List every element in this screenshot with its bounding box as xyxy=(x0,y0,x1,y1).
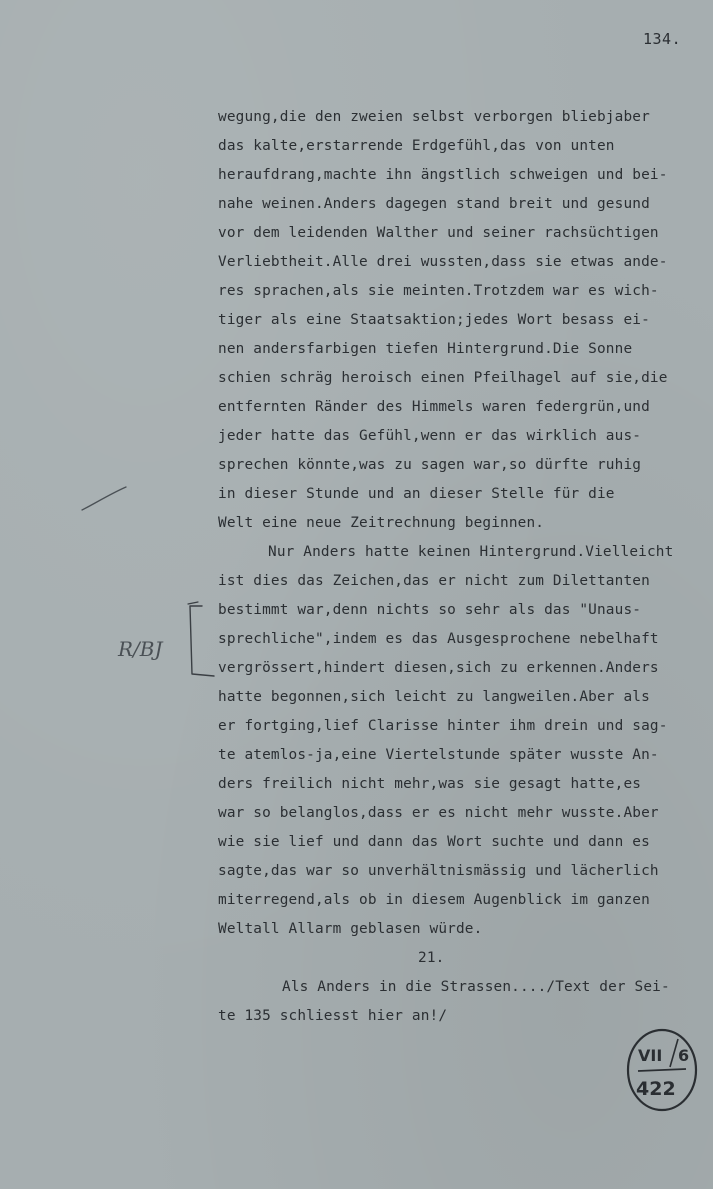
text-line: sprechliche",indem es das Ausgesprochene nebelhaft xyxy=(218,631,659,647)
margin-bracket-mark xyxy=(180,600,220,680)
text-line: ist dies das Zeichen,das er nicht zum Dilettanten xyxy=(218,573,650,589)
text-line: nen andersfarbigen tiefen Hintergrund.Die Sonne xyxy=(218,341,633,357)
text-line: sprechen könnte,was zu sagen war,so dürfte ruhig xyxy=(218,457,642,473)
text-line: das kalte,erstarrende Erdgefühl,das von unten xyxy=(218,138,615,154)
svg-text:R/BJ: R/BJ xyxy=(118,637,163,661)
text-line: wegung,die den zweien selbst verborgen bliebjaber xyxy=(218,109,650,125)
text-line: wie sie lief und dann das Wort suchte und dann es xyxy=(218,834,650,850)
chapter-number: 21. xyxy=(418,950,445,966)
text-line: jeder hatte das Gefühl,wenn er das wirklich aus- xyxy=(218,428,642,444)
svg-text:6: 6 xyxy=(678,1046,690,1065)
paragraph-start-line: Nur Anders hatte keinen Hintergrund.Vielleicht xyxy=(268,544,674,560)
svg-text:422: 422 xyxy=(636,1078,676,1100)
margin-note-handwritten xyxy=(116,628,176,668)
text-line: tiger als eine Staatsaktion;jedes Wort besass ei- xyxy=(218,312,650,328)
text-line: te atemlos-ja,eine Viertelstunde später wusste An- xyxy=(218,747,659,763)
paragraph-start-line: Als Anders in die Strassen..../Text der Sei- xyxy=(282,979,670,995)
text-line: ders freilich nicht mehr,was sie gesagt hatte,es xyxy=(218,776,642,792)
text-line: res sprachen,als sie meinten.Trotzdem war es wich- xyxy=(218,283,659,299)
text-line: war so belanglos,dass er es nicht mehr wusste.Aber xyxy=(218,805,659,821)
text-line: Verliebtheit.Alle drei wussten,dass sie etwas ande- xyxy=(218,254,668,270)
text-line: heraufdrang,machte ihn ängstlich schweigen und bei- xyxy=(218,167,668,183)
text-line: bestimmt war,denn nichts so sehr als das "Unaus- xyxy=(218,602,642,618)
text-line: Weltall Allarm geblasen würde. xyxy=(218,921,483,937)
typescript-body xyxy=(218,103,688,1031)
text-line: Welt eine neue Zeitrechnung beginnen. xyxy=(218,515,545,531)
text-line: in dieser Stunde und an dieser Stelle für die xyxy=(218,486,615,502)
page-number: 134. xyxy=(643,30,682,48)
text-line: sagte,das war so unverhältnismässig und lächerlich xyxy=(218,863,659,879)
svg-text:VII: VII xyxy=(638,1046,663,1065)
text-line: te 135 schliesst hier an!/ xyxy=(218,1008,448,1024)
text-line: er fortging,lief Clarisse hinter ihm drein und sag- xyxy=(218,718,668,734)
text-line: miterregend,als ob in diesem Augenblick im ganzen xyxy=(218,892,650,908)
archive-number-stamp xyxy=(624,1027,700,1113)
text-line: schien schräg heroisch einen Pfeilhagel auf sie,die xyxy=(218,370,668,386)
text-line: entfernten Ränder des Himmels waren federgrün,und xyxy=(218,399,650,415)
text-line: vergrössert,hindert diesen,sich zu erkennen.Anders xyxy=(218,660,659,676)
text-line: vor dem leidenden Walther und seiner rachsüchtigen xyxy=(218,225,659,241)
text-line: nahe weinen.Anders dagegen stand breit und gesund xyxy=(218,196,650,212)
text-line: hatte begonnen,sich leicht zu langweilen.Aber als xyxy=(218,689,650,705)
pencil-stroke-mark xyxy=(80,484,128,512)
